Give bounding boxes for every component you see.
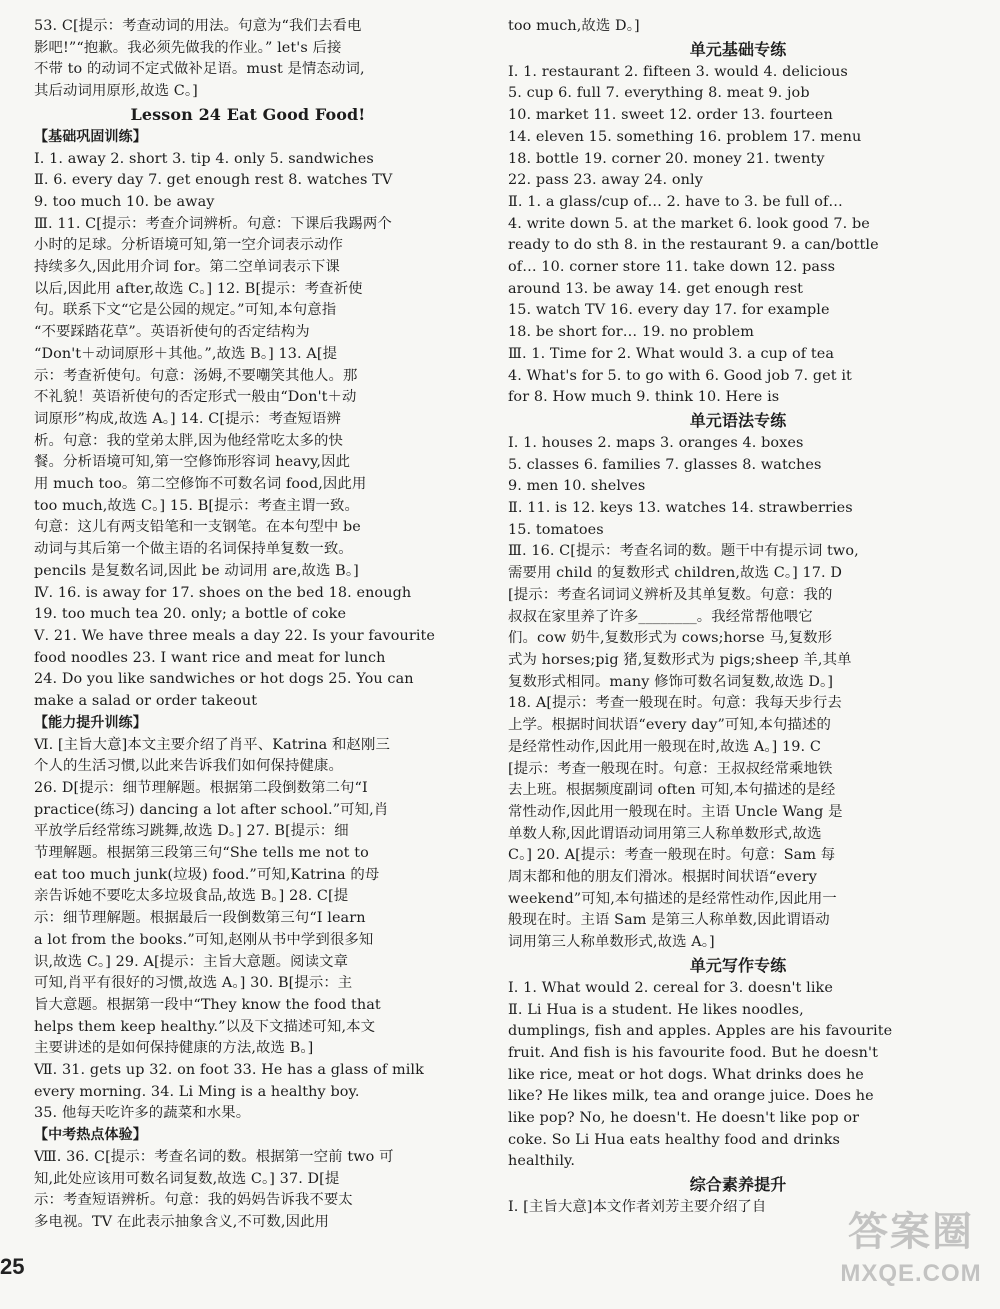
answer-line: coke. So Li Hua eats healthy food and drinks — [508, 1131, 841, 1148]
answer-line: Ⅵ. [主旨大意]本文主要介绍了肖平、Katrina 和赵刚三 — [34, 736, 391, 753]
answer-line: 知,此处应该用可数名词复数,故选 C。] 37. D[提 — [34, 1170, 340, 1187]
answer-line: 多电视。TV 在此表示抽象含义,不可数,因此用 — [34, 1213, 330, 1230]
answer-line: 析。句意：我的堂弟太胖,因为他经常吃太多的快 — [34, 432, 343, 449]
section-heading: 单元写作专练 — [689, 955, 787, 975]
answer-line: healthily. — [508, 1153, 576, 1170]
answer-line: 10. market 11. sweet 12. order 13. fourteen — [508, 107, 833, 124]
answer-line: Ⅱ. Li Hua is a student. He likes noodles, — [508, 1001, 804, 1018]
subsection-heading: 【基础巩固训练】 — [34, 128, 147, 145]
answer-line: a lot from the books.”可知,赵刚从书中学到很多知 — [34, 931, 374, 948]
answer-line: 4. What's for 5. to go with 6. Good job 7. get it — [508, 367, 852, 384]
answer-line: 常性动作,因此用一般现在时。主语 Uncle Wang 是 — [508, 803, 843, 820]
answer-line: 可知,肖平有很好的习惯,故选 A。] 30. B[提示：主 — [34, 975, 353, 992]
answer-line: 式为 horses;pig 猪,复数形式为 pigs;sheep 羊,其单 — [508, 651, 852, 668]
answer-line: 24. Do you like sandwiches or hot dogs 25. You can — [34, 671, 414, 688]
answer-line: practice(练习) dancing a lot after school.”可知,肖 — [34, 801, 389, 818]
answer-line: dumplings, fish and apples. Apples are his favourite — [508, 1023, 893, 1040]
answer-line: 18. be short for… 19. no problem — [508, 324, 755, 341]
answer-line: 复数形式相同。many 修饰可数名词复数,故选 D。] — [508, 673, 834, 690]
answer-line: 15. tomatoes — [508, 521, 604, 538]
answer-line: 35. 他每天吃许多的蔬菜和水果。 — [34, 1105, 251, 1122]
answer-line: fruit. And fish is his favourite food. But he doesn't — [508, 1044, 878, 1061]
answer-line: around 13. be away 14. get enough rest — [508, 280, 804, 297]
answer-line: weekend”可知,本句描述的是经常性动作,因此用一 — [508, 890, 837, 907]
answer-line: for 8. How much 9. think 10. Here is — [508, 389, 780, 406]
answer-line: 14. eleven 15. something 16. problem 17. menu — [508, 128, 862, 145]
answer-line: Ⅴ. 21. We have three meals a day 22. Is your favourite — [34, 627, 436, 644]
answer-line: 亲告诉她不要吃太多垃圾食品,故选 B。] 28. C[提 — [34, 888, 349, 905]
answer-line: 9. men 10. shelves — [508, 478, 646, 495]
answer-line: 持续多久,因此用介词 for。第二空单词表示下课 — [34, 259, 340, 276]
answer-line: Ⅰ. 1. away 2. short 3. tip 4. only 5. sandwiches — [34, 150, 374, 167]
answer-line: 餐。分析语境可知,第一空修饰形容词 heavy,因此 — [34, 454, 351, 471]
answer-line: [提示：考查一般现在时。句意：王叔叔经常乘地铁 — [508, 760, 833, 777]
answer-line: every morning. 34. Li Ming is a healthy boy. — [34, 1083, 360, 1100]
answer-line: 18. bottle 19. corner 20. money 21. twenty — [508, 150, 825, 167]
answer-line: 平放学后经常练习跳舞,故选 D。] 27. B[提示：细 — [34, 823, 349, 840]
answer-line: Ⅰ. 1. houses 2. maps 3. oranges 4. boxes — [508, 434, 804, 451]
answer-line: 用 much too。第二空修饰不可数名词 food,因此用 — [34, 476, 367, 493]
answer-line: 不带 to 的动词不定式做补足语。must 是情态动词, — [34, 61, 365, 78]
answer-line: 4. write down 5. at the market 6. look good 7. be — [508, 215, 870, 232]
answer-line: 小时的足球。分析语境可知,第一空介词表示动作 — [34, 237, 343, 254]
answer-line: [提示：考查名词词义辨析及其单复数。句意：我的 — [508, 586, 833, 603]
answer-line: 上学。根据时间状语“every day”可知,本句描述的 — [508, 717, 832, 734]
answer-line: ready to do sth 8. in the restaurant 9. a can/bottle — [508, 237, 879, 254]
answer-line: 主要讲述的是如何保持健康的方法,故选 B。] — [34, 1040, 314, 1057]
answer-line: 周末都和他的朋友们滑冰。根据时间状语“every — [508, 869, 817, 886]
answer-line: of… 10. corner store 11. take down 12. pass — [508, 259, 836, 276]
watermark-url: MXQE.COM — [840, 1260, 982, 1287]
answer-line: like? He likes milk, tea and orange juice. Does he — [508, 1088, 874, 1105]
subsection-heading: 【中考热点体验】 — [34, 1127, 147, 1144]
answer-line: 去上班。根据频度副词 often 可知,本句描述的是经 — [508, 782, 836, 799]
answer-line: 节理解题。根据第三段第三句“She tells me not to — [34, 845, 369, 862]
answer-line: 词原形”构成,故选 A。] 14. C[提示：考查短语辨 — [34, 410, 342, 427]
answer-line: Ⅱ. 11. is 12. keys 13. watches 14. strawberries — [508, 500, 853, 517]
answer-line: 般现在时。主语 Sam 是第三人称单数,因此谓语动 — [508, 912, 830, 929]
answer-line: 不礼貌！英语祈使句的否定形式一般由“Don't＋动 — [34, 389, 357, 406]
answer-line: Ⅲ. 11. C[提示：考查介词辨析。句意：下课后我踢两个 — [34, 215, 392, 232]
answer-line: 18. A[提示：考查一般现在时。句意：我每天步行去 — [508, 695, 842, 712]
answer-line: 影吧!”“抱歉。我必须先做我的作业。” let's 后接 — [34, 39, 342, 56]
page-number: 25 — [0, 1254, 25, 1279]
answer-line: 示：细节理解题。根据最后一段倒数第三句“I learn — [34, 910, 366, 927]
section-heading: Lesson 24 Eat Good Food! — [130, 104, 366, 124]
answer-line: 以后,因此用 after,故选 C。] 12. B[提示：考查祈使 — [34, 280, 363, 297]
answer-line: Ⅱ. 1. a glass/cup of… 2. have to 3. be full of… — [508, 193, 843, 210]
answer-line: like rice, meat or hot dogs. What drinks does he — [508, 1066, 864, 1083]
answer-line: 示：考查祈使句。句意：汤姆,不要嘲笑其他人。那 — [34, 367, 358, 384]
answer-line: Ⅷ. 36. C[提示：考查名词的数。根据第一空前 two 可 — [34, 1148, 394, 1165]
answer-line: Ⅳ. 16. is away for 17. shoes on the bed 18. enough — [34, 584, 412, 601]
answer-line: helps them keep healthy.”以及下文描述可知,本文 — [34, 1018, 376, 1035]
section-heading: 单元语法专练 — [689, 410, 787, 430]
answer-line: 识,故选 C。] 29. A[提示：主旨大意题。阅读文章 — [34, 953, 349, 970]
answer-line: 叔叔在家里养了许多________。我经常帮他喂它 — [508, 608, 813, 625]
answer-line: 个人的生活习惯,以此来告诉我们如何保持健康。 — [34, 758, 343, 775]
answer-line: 15. watch TV 16. every day 17. for example — [508, 302, 830, 319]
watermark-logo — [826, 1204, 996, 1304]
answer-line: Ⅰ. 1. What would 2. cereal for 3. doesn't like — [508, 979, 833, 996]
watermark-text: 答案圈 — [848, 1210, 974, 1254]
answer-line: 22. pass 23. away 24. only — [508, 172, 703, 189]
answer-line: 53. C[提示：考查动词的用法。句意为“我们去看电 — [34, 18, 362, 34]
answer-line: 示：考查短语辨析。句意：我的妈妈告诉我不要太 — [34, 1192, 353, 1209]
left-column — [34, 16, 462, 1234]
answer-line: 9. too much 10. be away — [34, 193, 215, 210]
answer-line: Ⅱ. 6. every day 7. get enough rest 8. watches TV — [34, 172, 393, 189]
answer-line: make a salad or order takeout — [34, 693, 258, 710]
answer-line: Ⅰ. [主旨大意]本文作者刘芳主要介绍了自 — [508, 1199, 767, 1216]
answer-line: 5. cup 6. full 7. everything 8. meat 9. job — [508, 85, 810, 102]
answer-line: 单数人称,因此谓语动词用第三人称单数形式,故选 — [508, 825, 822, 842]
answer-line: C。] 20. A[提示：考查一般现在时。句意：Sam 每 — [508, 847, 836, 864]
subsection-heading: 【能力提升训练】 — [34, 714, 147, 731]
answer-line: “不要踩踏花草”。英语祈使句的否定结构为 — [34, 324, 310, 341]
answer-line: too much,故选 D。] — [508, 18, 640, 34]
section-heading: 单元基础专练 — [689, 39, 787, 59]
answer-line: Ⅲ. 16. C[提示：考查名词的数。题干中有提示词 two, — [508, 543, 859, 560]
section-heading: 综合素养提升 — [689, 1175, 787, 1195]
answer-line: Ⅶ. 31. gets up 32. on foot 33. He has a glass of milk — [34, 1062, 424, 1079]
answer-line: like pop? No, he doesn't. He doesn't like pop or — [508, 1110, 860, 1127]
answer-line: 句。联系下文“它是公园的规定。”可知,本句意指 — [34, 302, 337, 319]
answer-line: 们。cow 奶牛,复数形式为 cows;horse 马,复数形 — [508, 630, 833, 647]
answer-line: 需要用 child 的复数形式 children,故选 C。] 17. D — [508, 565, 843, 582]
answer-line: Ⅲ. 1. Time for 2. What would 3. a cup of tea — [508, 345, 835, 362]
answer-line: “Don't＋动词原形＋其他。”,故选 B。] 13. A[提 — [34, 345, 338, 362]
answer-line: pencils 是复数名词,因此 be 动词用 are,故选 B。] — [34, 562, 359, 579]
answer-line: 其后动词用原形,故选 C。] — [34, 83, 198, 100]
answer-line: 19. too much tea 20. only; a bottle of coke — [34, 606, 347, 623]
answer-line: 是经常性动作,因此用一般现在时,故选 A。] 19. C — [508, 738, 822, 755]
answer-line: 旨大意题。根据第一段中“They know the food that — [34, 996, 381, 1013]
answer-line: 词用第三人称单数形式,故选 A。] — [508, 934, 715, 951]
answer-line: 动词与其后第一个做主语的名词保持单复数一致。 — [34, 541, 353, 558]
answer-line: Ⅰ. 1. restaurant 2. fifteen 3. would 4. delicious — [508, 63, 848, 80]
answer-line: eat too much junk(垃圾) food.”可知,Katrina 的母 — [34, 866, 380, 883]
answer-line: food noodles 23. I want rice and meat for lunch — [34, 649, 386, 666]
answer-line: 5. classes 6. families 7. glasses 8. watches — [508, 456, 822, 473]
answer-line: 句意：这儿有两支铅笔和一支钢笔。在本句型中 be — [34, 519, 361, 536]
answer-line: too much,故选 C。] 15. B[提示：考查主谓一致。 — [34, 497, 360, 514]
answer-line: 26. D[提示：细节理解题。根据第二段倒数第二句“I — [34, 779, 368, 796]
right-column — [508, 16, 968, 1219]
